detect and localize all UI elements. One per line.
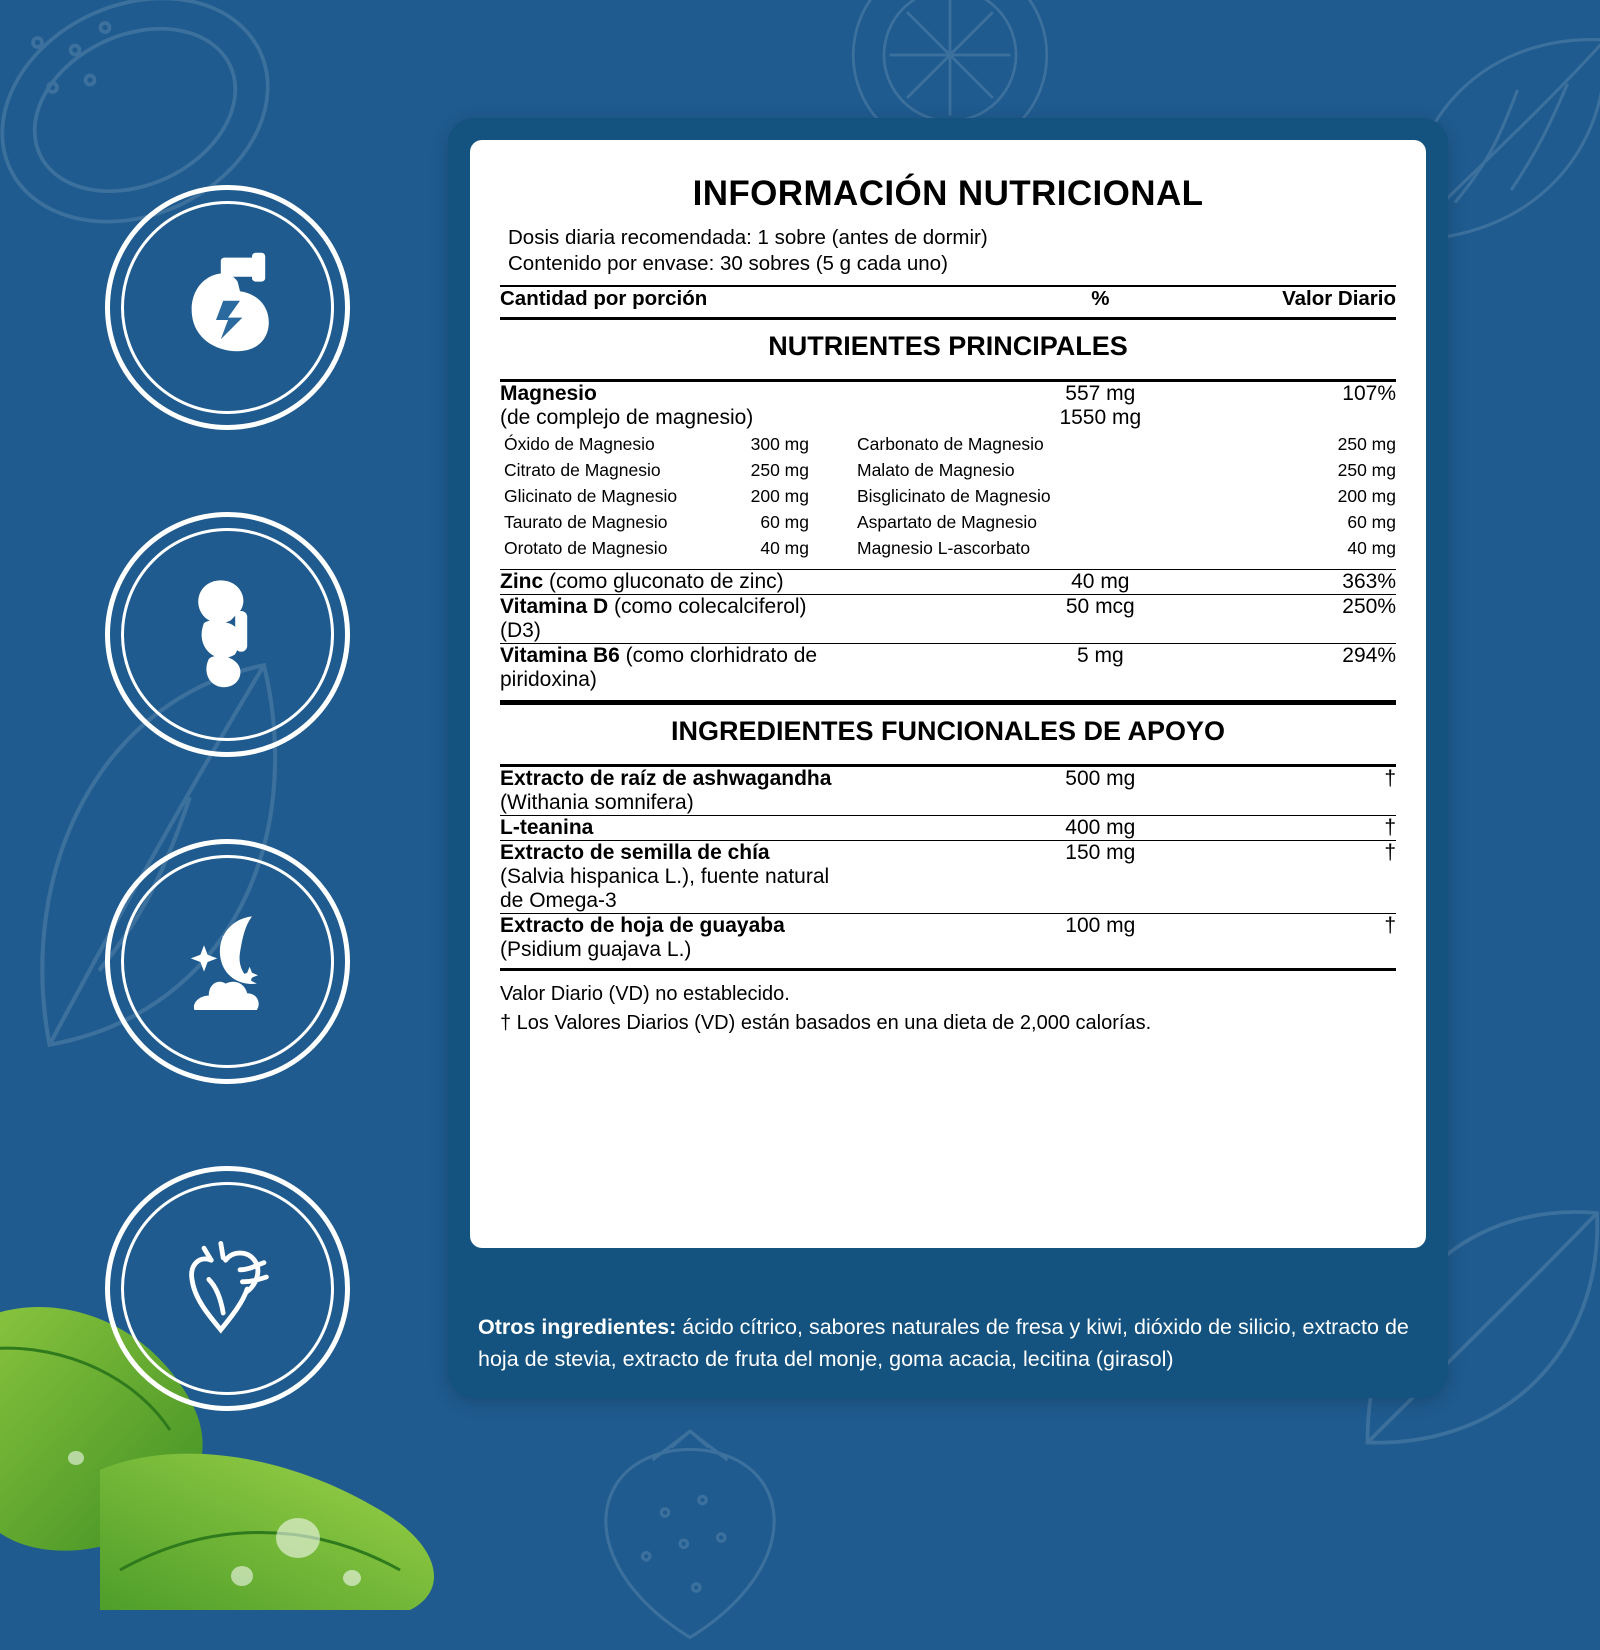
header-amount-per-serving: Cantidad por porción xyxy=(500,287,708,310)
ingredient-subtitle: (Withania somnifera) xyxy=(500,791,694,814)
list-item: Malato de Magnesio xyxy=(857,460,1015,480)
ingredient-amount: 150 mg xyxy=(1065,841,1136,864)
serving-size-line: Dosis diaria recomendada: 1 sobre (antes de dormir) xyxy=(508,226,988,249)
list-item-amount: 250 mg xyxy=(750,460,809,480)
benefit-icon-muscle xyxy=(105,185,350,430)
table-row-ashwagandha xyxy=(500,767,1396,815)
sleep-moon-icon xyxy=(168,902,288,1022)
benefit-icon-sleep xyxy=(105,839,350,1084)
list-item: Glicinato de Magnesio xyxy=(504,486,678,506)
nutrient-name: Zinc xyxy=(500,570,544,593)
ingredient-daily-value: † xyxy=(1384,914,1396,937)
table-row-chia xyxy=(500,841,1396,913)
nutrition-table xyxy=(500,287,1396,311)
benefit-icon-joint xyxy=(105,512,350,757)
list-item-amount: 200 mg xyxy=(1337,486,1396,506)
list-item-amount: 250 mg xyxy=(1337,460,1396,480)
nutrient-amount-secondary: 1550 mg xyxy=(1059,406,1142,429)
footnote-2: † Los Valores Diarios (VD) están basados en una dieta de 2,000 calorías. xyxy=(500,1012,1152,1034)
ingredient-subtitle: (Salvia hispanica L.), fuente natural xyxy=(500,865,830,888)
nutrient-amount: 5 mg xyxy=(1076,644,1124,667)
muscle-icon xyxy=(168,248,288,368)
heart-icon xyxy=(168,1229,288,1349)
ingredient-amount: 500 mg xyxy=(1065,767,1136,790)
table-row-guayaba xyxy=(500,914,1396,962)
header-percent: % xyxy=(1091,287,1110,310)
list-item-amount: 200 mg xyxy=(750,486,809,506)
list-item: Bisglicinato de Magnesio xyxy=(857,486,1051,506)
nutrient-daily-value: 363% xyxy=(1342,570,1396,593)
table-row-l-teanina xyxy=(500,816,1396,840)
list-item: Citrato de Magnesio xyxy=(504,460,661,480)
nutrient-name-rest: (como colecalciferol) xyxy=(608,595,807,618)
list-item: Aspartato de Magnesio xyxy=(857,512,1037,532)
nutrient-subtitle: (D3) xyxy=(500,619,541,642)
list-item-amount: 60 mg xyxy=(760,512,809,532)
nutrient-daily-value: 250% xyxy=(1342,595,1396,618)
ingredient-name: L-teanina xyxy=(500,816,594,839)
page-title: INFORMACIÓN NUTRICIONAL xyxy=(692,174,1204,213)
nutrient-daily-value: 294% xyxy=(1342,644,1396,667)
list-item: Óxido de Magnesio xyxy=(504,434,655,454)
nutrient-daily-value: 107% xyxy=(1342,382,1396,405)
nutrient-subtitle: piridoxina) xyxy=(500,668,597,691)
nutrient-name: Vitamina B6 xyxy=(500,644,620,667)
servings-per-container-line: Contenido por envase: 30 sobres (5 g cada uno) xyxy=(508,252,948,275)
other-ingredients-label: Otros ingredientes: xyxy=(478,1315,677,1340)
list-item: Taurato de Magnesio xyxy=(504,512,668,532)
benefit-icon-heart xyxy=(105,1166,350,1411)
strawberry-outline-icon xyxy=(560,1400,820,1650)
footnote-1: Valor Diario (VD) no establecido. xyxy=(500,983,790,1005)
ingredient-name: Extracto de semilla de chía xyxy=(500,841,770,864)
list-item-amount: 40 mg xyxy=(760,538,809,558)
table-row-magnesio xyxy=(500,382,1396,430)
list-item: Orotato de Magnesio xyxy=(504,538,668,558)
ingredient-amount: 100 mg xyxy=(1065,914,1136,937)
ingredient-daily-value: † xyxy=(1384,841,1396,864)
benefit-icon-rail xyxy=(105,185,375,1411)
nutrient-name-rest: (como gluconato de zinc) xyxy=(543,570,784,593)
ingredient-amount: 400 mg xyxy=(1065,816,1136,839)
header-daily-value: Valor Diario xyxy=(1282,287,1396,310)
ingredient-subtitle: (Psidium guajava L.) xyxy=(500,938,692,961)
ingredient-name: Extracto de raíz de ashwagandha xyxy=(500,767,832,790)
section-heading-functional-ingredients: INGREDIENTES FUNCIONALES DE APOYO xyxy=(670,716,1226,746)
list-item-amount: 60 mg xyxy=(1347,512,1396,532)
nutrient-amount: 50 mcg xyxy=(1065,595,1135,618)
other-ingredients-block xyxy=(470,1300,1426,1382)
nutrient-amount: 40 mg xyxy=(1071,570,1130,593)
table-header-row xyxy=(500,287,1396,311)
ingredient-daily-value: † xyxy=(1384,816,1396,839)
table-row-vitamina-d xyxy=(500,595,1396,643)
magnesium-breakdown-list xyxy=(500,430,1396,569)
ingredient-name: Extracto de hoja de guayaba xyxy=(500,914,785,937)
table-row-vitamina-b6 xyxy=(500,644,1396,692)
nutrient-name: Vitamina D xyxy=(500,595,609,618)
section-heading-main-nutrients: NUTRIENTES PRINCIPALES xyxy=(768,331,1128,361)
nutrient-subtitle: (de complejo de magnesio) xyxy=(500,406,754,429)
nutrition-facts-panel xyxy=(470,140,1426,1248)
nutrient-amount: 557 mg xyxy=(1065,382,1136,405)
nutrition-label-card xyxy=(448,118,1448,1398)
other-ingredients-text: ácido cítrico, sabores naturales de fresa y kiwi, dióxido de silicio, extracto de hoja de stevia, extracto de fruta del monje, goma acacia, lecitina (girasol) xyxy=(478,1315,1409,1372)
nutrient-name-rest: (como clorhidrato de xyxy=(619,644,818,667)
list-item-amount: 250 mg xyxy=(1337,434,1396,454)
table-row-zinc xyxy=(500,570,1396,594)
ingredient-subtitle-2: de Omega-3 xyxy=(500,889,617,912)
list-item-amount: 40 mg xyxy=(1347,538,1396,558)
ingredient-daily-value: † xyxy=(1384,767,1396,790)
list-item: Carbonato de Magnesio xyxy=(857,434,1044,454)
list-item-amount: 300 mg xyxy=(750,434,809,454)
list-item: Magnesio L-ascorbato xyxy=(857,538,1031,558)
nutrient-name: Magnesio xyxy=(500,382,597,405)
joint-icon xyxy=(168,575,288,695)
